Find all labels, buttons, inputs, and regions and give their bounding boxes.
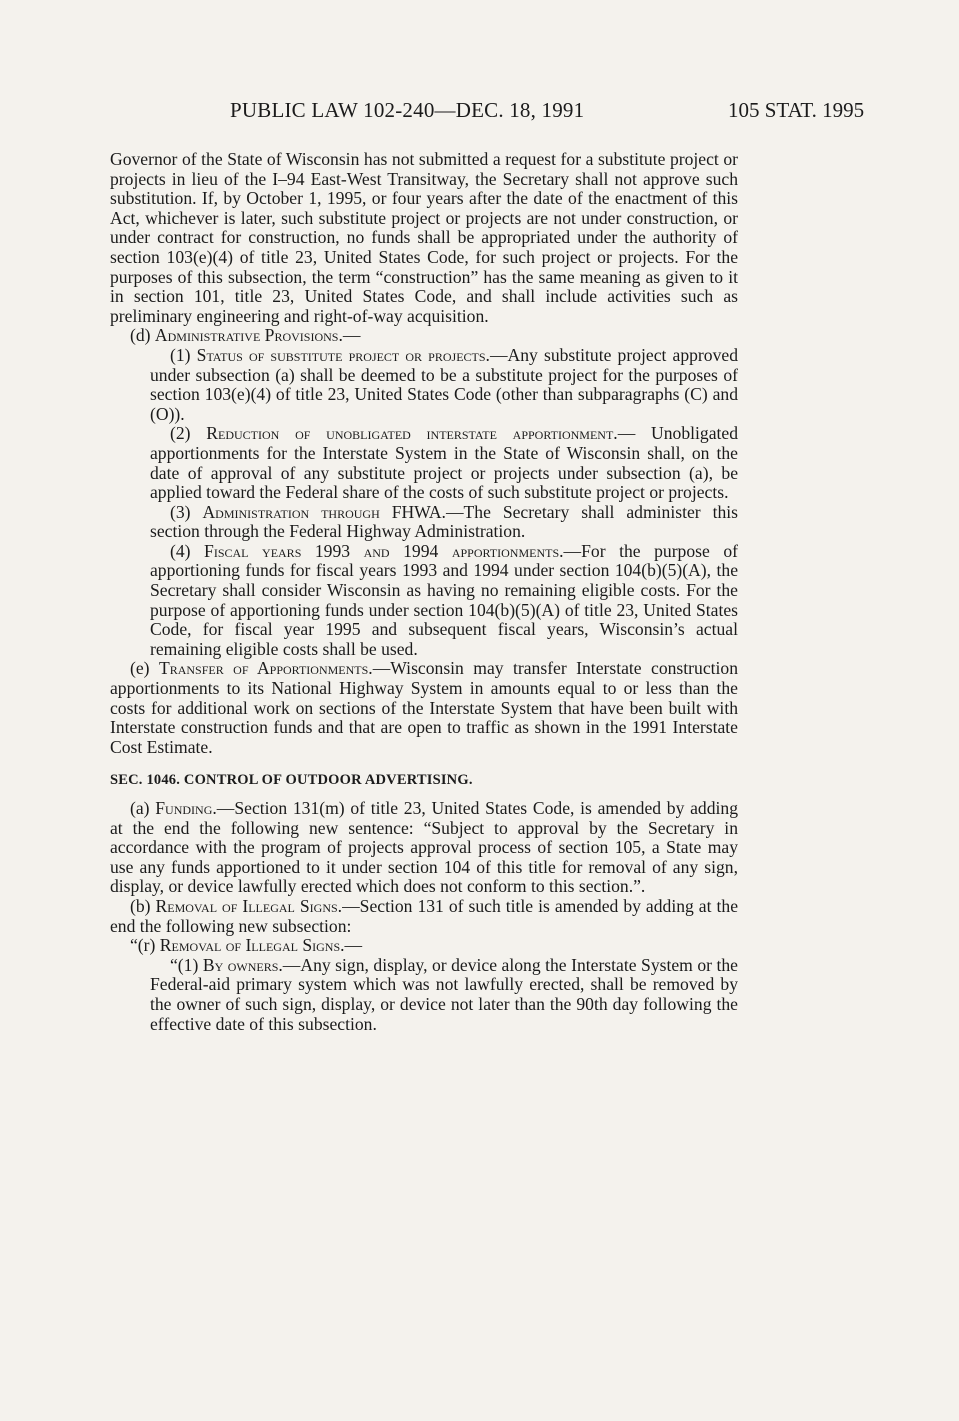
paragraph-r1 xyxy=(110,956,738,1034)
subsection-b-label: (b) xyxy=(130,895,151,916)
paragraph-d2 xyxy=(110,424,738,502)
paragraph-d1-heading: Status of substitute project or projects. xyxy=(196,344,490,365)
paragraph-d1-text: —Any substitute project approved under subsection (a) shall be deemed to be a substitute project for the purposes of section 103(e)(4) of title 23, United States Code (other than subparagraphs (C) and (O)). xyxy=(150,344,738,424)
running-header: PUBLIC LAW 102-240—DEC. 18, 1991 xyxy=(230,98,585,122)
subsection-e-text: —Wisconsin may transfer Interstate construction apportionments to its National Highway System in amounts equal to or less than the costs for additional work on sections of the Interstate System that have been built with Interstate construction funds and that are open to traffic as shown in the 1991 Interstate Cost Estimate. xyxy=(110,658,738,757)
subsection-a-heading: Funding. xyxy=(155,798,217,818)
subsection-b xyxy=(110,897,738,936)
paragraph-d4-num: (4) xyxy=(170,540,191,561)
subsection-b-text: —Section 131 of such title is amended by adding at the end the following new subsection: xyxy=(110,895,738,936)
body-text xyxy=(110,150,738,1034)
subsection-e xyxy=(110,659,738,757)
subsection-d-label: (d) xyxy=(130,325,151,346)
subsection-b-heading: Removal of Illegal Signs. xyxy=(155,895,343,916)
paragraph-d3-heading: Administration through FHWA. xyxy=(202,501,446,522)
paragraph-d2-num: (2) xyxy=(170,423,191,444)
paragraph-r1-heading: By owners. xyxy=(202,954,283,975)
paragraph-d1-num: (1) xyxy=(170,344,191,365)
paragraph-continuation: Governor of the State of Wisconsin has not submitted a request for a substitute project or projects in lieu of the I–94 East-West Transitway, the Secretary shall not approve such substitution. If, by October 1, 1995, or four years after the date of the enactment of this Act, whichever is later, such substitute project or projects are not under construction, or under contract for construction, no funds shall be appropriated under the authority of section 103(e)(4) of title 23, United States Code, for such project or projects. For the purposes of this subsection, the term “construction” has the same meaning as given to it in section 101, title 23, United States Code, and shall include activities such as preliminary engineering and right-of-way acquisition. xyxy=(110,149,738,326)
paragraph-d3-num: (3) xyxy=(170,501,191,522)
subsection-a xyxy=(110,799,738,897)
subsection-e-heading: Transfer of Apportionments. xyxy=(158,658,373,679)
paragraph-r1-text: —Any sign, display, or device along the Interstate System or the Federal-aid primary system which was not lawfully erected, shall be removed by the owner of such sign, display, or device not later than the 90th day following the effective date of this subsection. xyxy=(150,954,738,1034)
subsection-d xyxy=(110,326,738,346)
subsection-e-label: (e) xyxy=(130,658,150,679)
subsection-d-dash: — xyxy=(342,325,361,346)
subsection-r xyxy=(110,936,738,956)
paragraph-d4 xyxy=(110,542,738,660)
paragraph-d1 xyxy=(110,346,738,424)
paragraph-d4-text: —For the purpose of apportioning funds for fiscal years 1993 and 1994 under section 104(b)(5)(A), the Secretary shall consider Wisconsin as having no remaining eligible costs. For the purpose of apportioning funds under section 104(b)(5)(A) of title 23, United States Code, for fiscal year 1995 and subsequent fiscal years, Wisconsin’s actual remaining eligible costs shall be used. xyxy=(150,540,738,659)
subsection-a-label: (a) xyxy=(130,798,150,818)
paragraph-d2-heading: Reduction of unobligated interstate apportionment. xyxy=(206,423,618,444)
section-1046-title: SEC. 1046. CONTROL OF OUTDOOR ADVERTISING. xyxy=(110,772,473,789)
subsection-r-dash: — xyxy=(344,935,363,956)
paragraph-d3-text: —The Secretary shall administer this section through the Federal Highway Administration. xyxy=(150,501,738,542)
paragraph-r1-num: “(1) xyxy=(170,954,199,975)
subsection-r-label: “(r) xyxy=(130,935,156,956)
subsection-d-heading: Administrative Provisions. xyxy=(154,325,343,346)
subsection-a-text: —Section 131(m) of title 23, United States Code, is amended by adding at the end the following new sentence: “Subject to approval by the Secretary in accordance with the program of projects approval process of section 105, a State may use any funds apportioned to it under section 104 of this title for removal of any sign, display, or device lawfully erected which does not conform to this section.”. xyxy=(110,798,738,897)
page-citation: 105 STAT. 1995 xyxy=(728,98,865,122)
paragraph-d4-heading: Fiscal years 1993 and 1994 apportionments. xyxy=(204,540,564,561)
paragraph-d3 xyxy=(110,503,738,542)
subsection-r-heading: Removal of Illegal Signs. xyxy=(159,935,345,956)
paragraph-d2-text: — Unobligated apportionments for the Interstate System in the State of Wisconsin shall, on the date of approval of any substitute project or projects under subsection (a), be applied toward the Federal share of the costs of such substitute project or projects. xyxy=(150,423,738,503)
